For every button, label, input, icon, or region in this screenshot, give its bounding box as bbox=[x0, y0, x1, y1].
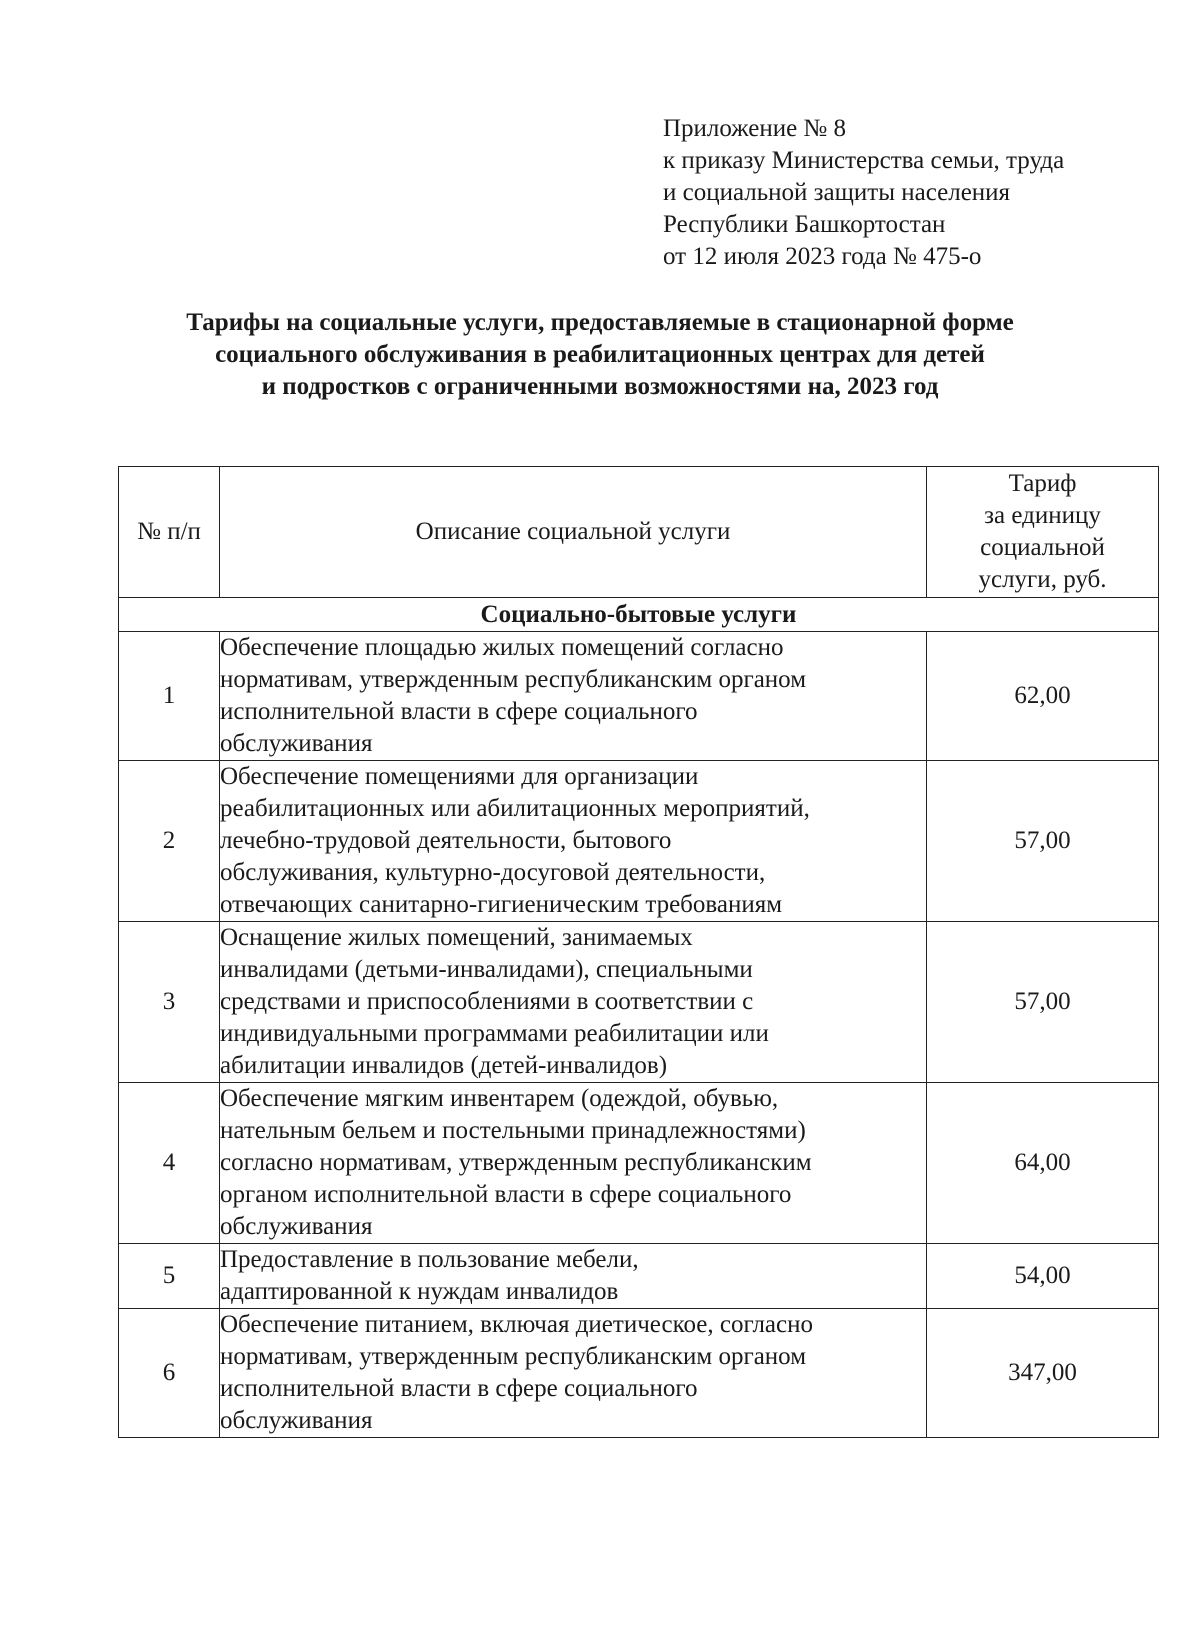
header-tariff-line: за единицу bbox=[984, 502, 1101, 529]
row-description bbox=[220, 1309, 927, 1438]
description-line: обслуживания bbox=[220, 1407, 373, 1434]
description-line: средствами и приспособлениями в соответствии с bbox=[220, 988, 754, 1015]
appendix-line: Приложение № 8 bbox=[663, 115, 847, 142]
row-tariff: 347,00 bbox=[927, 1309, 1159, 1438]
row-number: 4 bbox=[119, 1083, 220, 1244]
description-line: абилитации инвалидов (детей-инвалидов) bbox=[220, 1052, 668, 1079]
table-header-row bbox=[119, 467, 1159, 598]
description-line: обслуживания, культурно-досуговой деятельности, bbox=[220, 859, 766, 886]
description-line: обслуживания bbox=[220, 1213, 373, 1240]
row-number: 2 bbox=[119, 761, 220, 922]
title-line: Тарифы на социальные услуги, предоставляемые в стационарной форме bbox=[186, 309, 1014, 336]
appendix-line: от 12 июля 2023 года № 475-о bbox=[663, 243, 982, 270]
row-number: 1 bbox=[119, 632, 220, 761]
table-row bbox=[119, 1244, 1159, 1309]
description-line: нормативам, утвержденным республиканским органом bbox=[220, 666, 807, 693]
description-line: лечебно-трудовой деятельности, бытового bbox=[220, 827, 672, 854]
header-number: № п/п bbox=[119, 467, 220, 598]
description-line: Обеспечение мягким инвентарем (одеждой, обувью, bbox=[220, 1085, 779, 1112]
section-title: Социально-бытовые услуги bbox=[119, 598, 1159, 632]
table-row bbox=[119, 632, 1159, 761]
row-number: 5 bbox=[119, 1244, 220, 1309]
tariff-table bbox=[118, 466, 1159, 1438]
description-line: адаптированной к нуждам инвалидов bbox=[220, 1278, 619, 1305]
row-description bbox=[220, 1244, 927, 1309]
title-line: и подростков с ограниченными возможностями на, 2023 год bbox=[261, 373, 939, 400]
appendix-line: Республики Башкортостан bbox=[663, 211, 946, 238]
appendix-line: и социальной защиты населения bbox=[663, 179, 1011, 206]
description-line: Обеспечение питанием, включая диетическое, согласно bbox=[220, 1311, 814, 1338]
appendix-line: к приказу Министерства семьи, труда bbox=[663, 147, 1065, 174]
table-row bbox=[119, 1309, 1159, 1438]
header-tariff-line: социальной bbox=[980, 534, 1105, 561]
row-number: 6 bbox=[119, 1309, 220, 1438]
description-line: нормативам, утвержденным республиканским органом bbox=[220, 1343, 807, 1370]
description-line: исполнительной власти в сфере социального bbox=[220, 698, 698, 725]
row-description bbox=[220, 632, 927, 761]
description-line: инвалидами (детьми-инвалидами), специальными bbox=[220, 956, 753, 983]
description-line: реабилитационных или абилитационных мероприятий, bbox=[220, 795, 810, 822]
row-tariff: 62,00 bbox=[927, 632, 1159, 761]
row-tariff: 57,00 bbox=[927, 761, 1159, 922]
description-line: отвечающих санитарно-гигиеническим требованиям bbox=[220, 891, 783, 918]
description-line: Предоставление в пользование мебели, bbox=[220, 1246, 639, 1273]
description-line: индивидуальными программами реабилитации или bbox=[220, 1020, 769, 1047]
row-description bbox=[220, 922, 927, 1083]
table-row bbox=[119, 922, 1159, 1083]
table-row bbox=[119, 761, 1159, 922]
description-line: органом исполнительной власти в сфере социального bbox=[220, 1181, 792, 1208]
header-tariff-line: услуги, руб. bbox=[978, 566, 1107, 593]
row-tariff: 57,00 bbox=[927, 922, 1159, 1083]
row-tariff: 64,00 bbox=[927, 1083, 1159, 1244]
description-line: обслуживания bbox=[220, 730, 373, 757]
row-number: 3 bbox=[119, 922, 220, 1083]
header-description: Описание социальной услуги bbox=[220, 467, 927, 598]
row-description bbox=[220, 1083, 927, 1244]
header-tariff-line: Тариф bbox=[1008, 470, 1077, 497]
row-tariff: 54,00 bbox=[927, 1244, 1159, 1309]
description-line: нательным бельем и постельными принадлежностями) bbox=[220, 1117, 806, 1144]
description-line: Оснащение жилых помещений, занимаемых bbox=[220, 924, 693, 951]
row-description bbox=[220, 761, 927, 922]
description-line: исполнительной власти в сфере социального bbox=[220, 1375, 698, 1402]
section-row bbox=[119, 598, 1159, 632]
document-title bbox=[100, 307, 1100, 403]
table-row bbox=[119, 1083, 1159, 1244]
header-tariff bbox=[927, 467, 1159, 598]
appendix-block bbox=[663, 113, 1064, 273]
description-line: Обеспечение помещениями для организации bbox=[220, 763, 699, 790]
description-line: Обеспечение площадью жилых помещений согласно bbox=[220, 634, 784, 661]
description-line: согласно нормативам, утвержденным республиканским bbox=[220, 1149, 812, 1176]
title-line: социального обслуживания в реабилитационных центрах для детей bbox=[215, 341, 985, 368]
